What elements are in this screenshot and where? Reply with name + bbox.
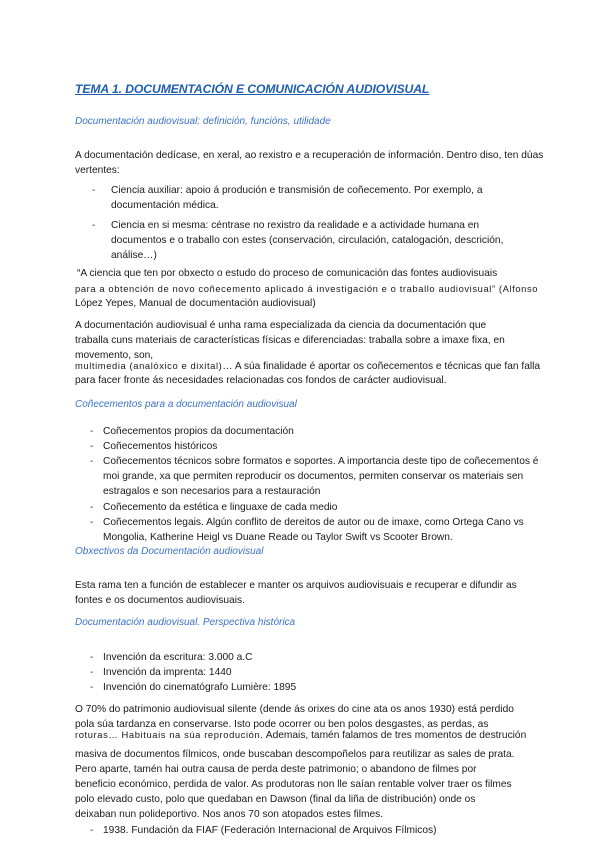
history-item: Invención do cinematógrafo Lumière: 1895 xyxy=(103,682,297,693)
history-item: Invención da escritura: 3.000 a.C xyxy=(103,652,253,663)
list-dash: - xyxy=(92,220,96,231)
history-roturas: roturas… Habituais na súa reprodución. xyxy=(75,729,264,740)
history-line-3 xyxy=(75,727,526,743)
list-dash: - xyxy=(90,517,94,528)
knowledge-item: Coñecemento da estética e linguaxe de cada medio xyxy=(103,502,338,513)
list-dash: - xyxy=(90,441,94,452)
list-dash: - xyxy=(92,185,96,196)
history-line-6: beneficio económico, perdida de valor. As produtoras non lle saían rentable volver traer os filmes xyxy=(75,779,512,790)
definition-line-2: traballa cuns materiais de características físicas e diferenciadas: traballa sobre a imaxe fixa, en xyxy=(75,335,505,346)
intro-paragraph: A documentación dedícase, en xeral, ao rexistro e a recuperación de información. Dentro diso, ten dúas vertentes: xyxy=(75,150,544,177)
list-dash: - xyxy=(90,682,94,693)
definition-line-3: movemento, son, xyxy=(75,350,154,361)
definition-line-5: para facer fronte ás necesidades relacionadas cos fondos de carácter audiovisual. xyxy=(75,375,447,386)
list-item-auxiliary-science: Ciencia auxiliar: apoio á produción e transmisión de coñecemento. Por exemplo, a documentación médica. xyxy=(111,185,483,212)
definition-purpose: … A súa finalidade é aportar os coñecementos e técnicas que fan falla xyxy=(222,361,541,372)
history-destruction: Ademais, tamén falamos de tres momentos de destrución xyxy=(263,730,527,741)
history-item: Invención da imprenta: 1440 xyxy=(103,667,232,678)
list-dash: - xyxy=(90,502,94,513)
quote-line-1: “A ciencia que ten por obxecto o estudo do proceso de comunicación das fontes audiovisuais xyxy=(77,268,498,279)
page-title: TEMA 1. DOCUMENTACIÓN E COMUNICACIÓN AUDIOVISUAL xyxy=(75,82,430,96)
list-dash: - xyxy=(90,426,94,437)
objectives-paragraph: Esta rama ten a función de establecer e manter os arquivos audiovisuais e recuperar e difundir as fontes e os documentos audiovisuais. xyxy=(75,580,517,607)
list-item-science-itself: Ciencia en si mesma: céntrase no rexistro da realidade e a actividade humana en documentos e o traballo con estes (conservación, circulación, catalogación, descrición, análise…) xyxy=(111,220,504,262)
knowledge-item: Coñecementos legais. Algún conflito de dereitos de autor ou de imaxe, como Ortega Cano vs Mongolia, Katherine Heigl vs Duane Reade ou Taylor Swift vs Scooter Brown. xyxy=(103,517,524,544)
knowledge-item: Coñecementos técnicos sobre formatos e soportes. A importancia deste tipo de coñecementos é moi grande, xa que permiten reproducir os documentos, permiten conservar os materiais sen estragalos e son necesarios para a restauración xyxy=(103,456,539,498)
knowledge-item: Coñecementos históricos xyxy=(103,441,218,452)
definition-line-4 xyxy=(75,358,540,374)
section-heading-history: Documentación audiovisual. Perspectiva histórica xyxy=(75,617,296,628)
definition-multimedia: multimedia (analóxico e dixital) xyxy=(75,360,223,371)
history-line-5: Pero aparte, tamén hai outra causa de perda deste patrimonio; o abandono de filmes por xyxy=(75,764,477,775)
list-dash: - xyxy=(90,825,94,836)
quote-line-3: López Yepes, Manual de documentación audiovisual) xyxy=(75,298,316,309)
definition-line-1: A documentación audiovisual é unha rama especializada da ciencia da documentación que xyxy=(75,320,487,331)
list-dash: - xyxy=(90,652,94,663)
quote-line-2: para a obtención de novo coñecemento aplicado á investigación e o traballo audiovisual” (Alfonso xyxy=(75,283,539,294)
section-heading-knowledge: Coñecementos para a documentación audiovisual xyxy=(75,399,297,410)
history-line-4: masiva de documentos fílmicos, onde buscaban descompoñelos para reutilizar as sales de prata. xyxy=(75,749,515,760)
section-heading-objectives: Obxectivos da Documentación audiovisual xyxy=(75,546,264,557)
knowledge-item: Coñecementos propios da documentación xyxy=(103,426,294,437)
history-line-1: O 70% do patrimonio audiovisual silente (dende ás orixes do cine ata os anos 1930) está perdido xyxy=(75,704,514,715)
history-line-2: pola súa tardanza en conservarse. Isto pode ocorrer ou ben polos desgastes, as perdas, as xyxy=(75,719,489,730)
fiaf-item: 1938. Fundación da FIAF (Federación Internacional de Arquivos Fílmicos) xyxy=(103,825,437,836)
history-line-7: polo elevado custo, polo que quedaban en Dawson (final da liña de distribución) onde os xyxy=(75,794,476,805)
history-line-8: deixaban nun polideportivo. Nos anos 70 son atopados estes filmes. xyxy=(75,809,384,820)
section-heading-definition: Documentación audiovisual: definición, funcións, utilidade xyxy=(75,116,331,127)
list-dash: - xyxy=(90,456,94,467)
list-dash: - xyxy=(90,667,94,678)
